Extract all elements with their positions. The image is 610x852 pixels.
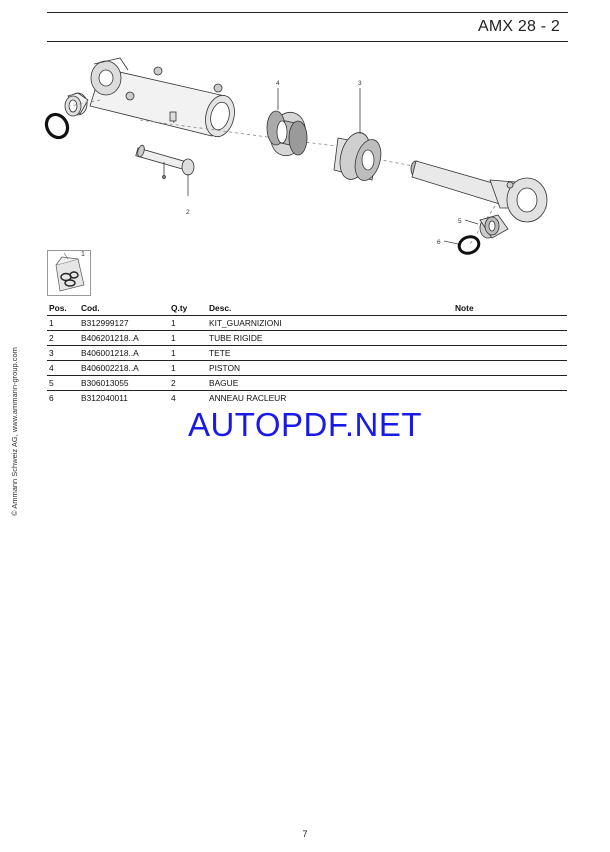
exploded-parts-diagram <box>40 48 570 258</box>
page-title: AMX 28 - 2 <box>477 18 560 35</box>
row-desc: BAGUE <box>207 376 453 391</box>
row-qty: 1 <box>169 361 207 376</box>
row-cod: B312040011 <box>81 393 128 403</box>
table-header-row <box>47 302 567 316</box>
row-note <box>453 376 567 391</box>
row-desc: KIT_GUARNIZIONI <box>207 316 453 331</box>
row-note <box>453 346 567 361</box>
callout-6: 6 <box>437 239 441 246</box>
right-ring <box>457 234 481 256</box>
table-row <box>47 346 567 361</box>
header-bottom-rule <box>47 41 568 42</box>
page-number: 7 <box>302 829 308 839</box>
row-desc: TUBE RIGIDE <box>207 331 453 346</box>
row-cod: B306013055 <box>79 376 169 391</box>
table-row <box>47 331 567 346</box>
row-pos: 6 <box>49 393 54 403</box>
header-top-rule <box>47 12 568 13</box>
row-qty: 1 <box>169 316 207 331</box>
cylinder-head <box>334 129 385 183</box>
row-cod: B406002218..A <box>79 361 169 376</box>
left-ring <box>42 111 71 142</box>
row-qty: 1 <box>169 346 207 361</box>
callout-3: 3 <box>358 80 362 87</box>
piston <box>266 108 311 160</box>
header-note: Note <box>453 302 567 316</box>
row-pos: 4 <box>47 361 79 376</box>
table-row <box>47 376 567 391</box>
row-cod: B312999127 <box>79 316 169 331</box>
row-cod: B406001218..A <box>79 346 169 361</box>
row-qty: 1 <box>169 331 207 346</box>
cylinder-tube <box>90 58 239 140</box>
header-qty: Q.ty <box>169 302 207 316</box>
row-desc: PISTON <box>207 361 453 376</box>
row-desc: ANNEAU RACLEUR <box>209 393 287 403</box>
copyright-text: © Ammann Schweiz AG, www.ammann-group.com <box>10 347 19 516</box>
table-row <box>47 316 567 331</box>
watermark-text: AUTOPDF.NET <box>187 406 423 443</box>
rigid-tube <box>136 144 194 178</box>
piston-rod <box>411 161 547 222</box>
row-pos: 1 <box>47 316 79 331</box>
row-pos: 3 <box>47 346 79 361</box>
table-row <box>47 361 567 376</box>
row-note <box>453 331 567 346</box>
callout-1: 1 <box>81 251 85 258</box>
row-note <box>453 361 567 376</box>
row-note <box>453 316 567 331</box>
row-note <box>453 391 567 406</box>
parts-table <box>47 302 567 405</box>
header-cod: Cod. <box>79 302 169 316</box>
header-pos: Pos. <box>47 302 79 316</box>
row-pos: 5 <box>47 376 79 391</box>
right-bushing <box>480 215 508 238</box>
callout-2: 2 <box>186 209 190 216</box>
header-desc: Desc. <box>207 302 453 316</box>
row-desc: TETE <box>207 346 453 361</box>
left-bushing <box>65 93 88 116</box>
callout-4: 4 <box>276 80 280 87</box>
row-qty: 2 <box>169 376 207 391</box>
row-pos: 2 <box>47 331 79 346</box>
row-qty: 4 <box>171 393 176 403</box>
table-row <box>47 391 567 406</box>
row-cod: B406201218..A <box>79 331 169 346</box>
callout-5: 5 <box>458 218 462 225</box>
